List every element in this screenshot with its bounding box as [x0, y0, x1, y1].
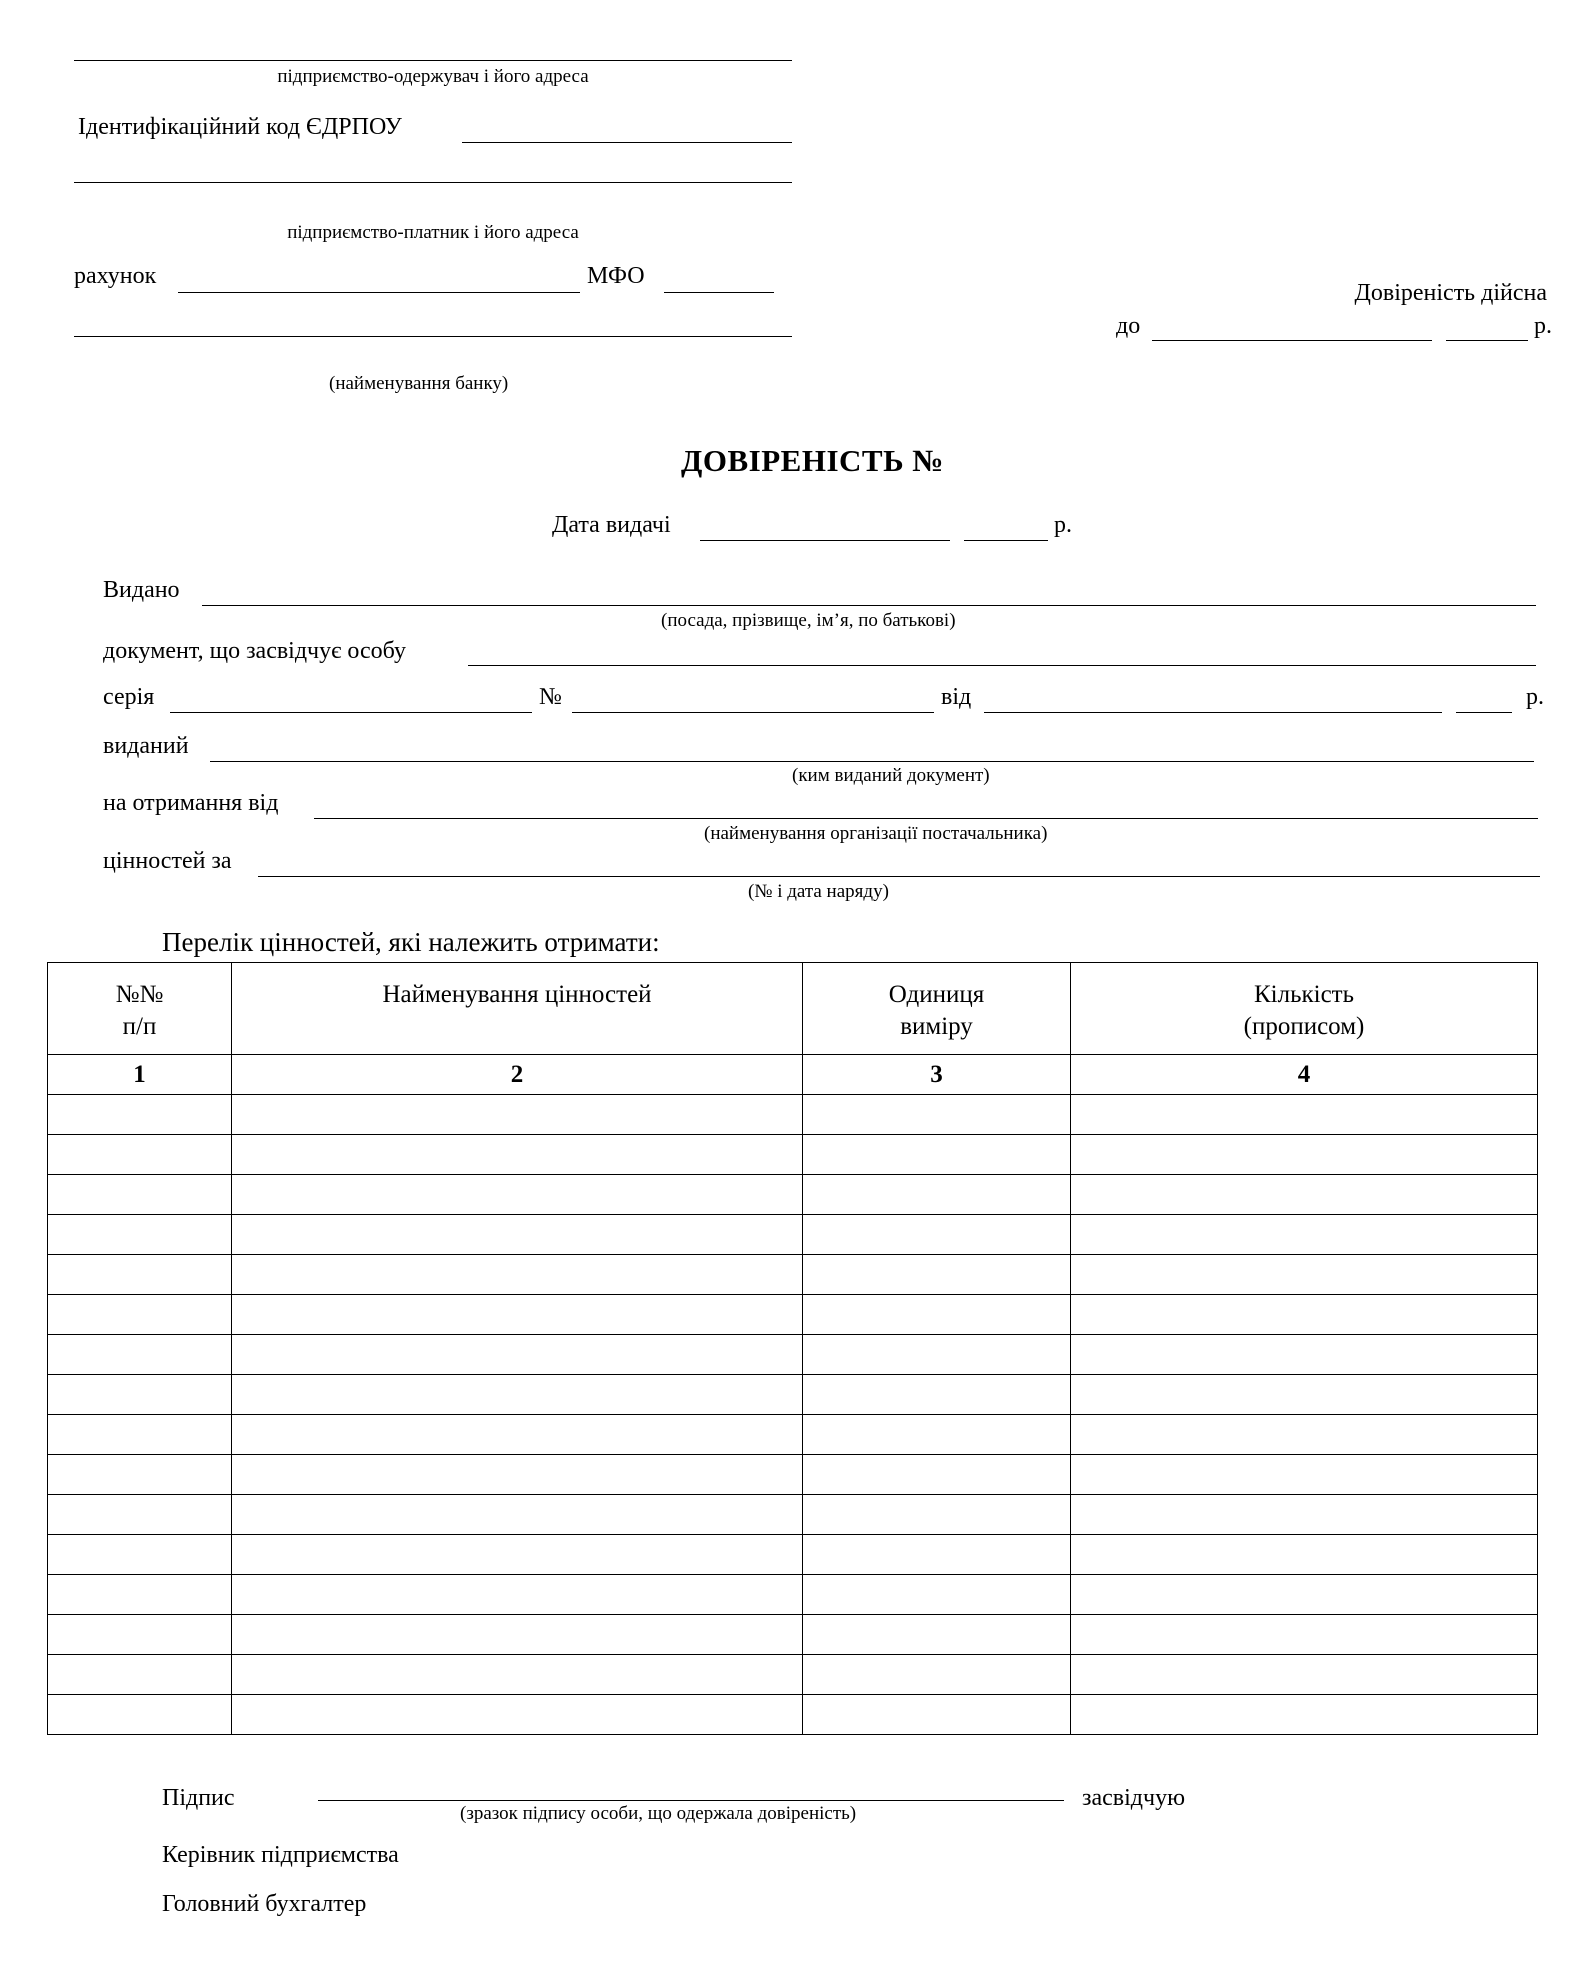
- valid-date-line[interactable]: [1152, 340, 1432, 341]
- table-cell[interactable]: [232, 1415, 803, 1455]
- table-row: [48, 1255, 1538, 1295]
- table-cell[interactable]: [48, 1455, 232, 1495]
- table-cell[interactable]: [803, 1575, 1071, 1615]
- table-cell[interactable]: [1071, 1215, 1538, 1255]
- issue-year-line[interactable]: [964, 540, 1048, 541]
- table-row: [48, 1095, 1538, 1135]
- col-name-header: [232, 963, 803, 1055]
- table-cell[interactable]: [1071, 1455, 1538, 1495]
- col-qty-line2: (прописом): [1243, 1013, 1365, 1040]
- issued-by-line[interactable]: [210, 761, 1534, 762]
- table-row: [48, 1175, 1538, 1215]
- col-name-line1: Найменування цінностей: [382, 981, 652, 1008]
- table-cell[interactable]: [1071, 1295, 1538, 1335]
- document-title: ДОВІРЕНІСТЬ №: [681, 443, 944, 478]
- table-cell[interactable]: [803, 1255, 1071, 1295]
- valid-to-label: до: [1116, 313, 1141, 339]
- table-cell[interactable]: [803, 1535, 1071, 1575]
- table-cell[interactable]: [1071, 1695, 1538, 1735]
- id-document-line[interactable]: [468, 665, 1536, 666]
- from-label: від: [941, 684, 972, 710]
- table-cell[interactable]: [232, 1655, 803, 1695]
- table-heading: Перелік цінностей, які належить отримати:: [162, 927, 660, 957]
- mfo-line[interactable]: [664, 292, 774, 293]
- table-cell[interactable]: [232, 1095, 803, 1135]
- table-cell[interactable]: [803, 1175, 1071, 1215]
- table-body: [48, 1095, 1538, 1735]
- bank-line[interactable]: [74, 336, 792, 337]
- series-line[interactable]: [170, 712, 532, 713]
- account-line[interactable]: [178, 292, 580, 293]
- signature-line[interactable]: [318, 1800, 1064, 1801]
- director-label: Керівник підприємства: [162, 1842, 399, 1868]
- table-cell[interactable]: [1071, 1135, 1538, 1175]
- table-cell[interactable]: [803, 1295, 1071, 1335]
- table-row: [48, 1335, 1538, 1375]
- table-row: [48, 1695, 1538, 1735]
- table-cell[interactable]: [232, 1335, 803, 1375]
- issued-to-line[interactable]: [202, 605, 1536, 606]
- recipient-caption: підприємство-одержувач і його адреса: [277, 66, 589, 87]
- edrpou-label: Ідентифікаційний код ЄДРПОУ: [78, 114, 402, 140]
- table-cell[interactable]: [48, 1615, 232, 1655]
- table-cell[interactable]: [803, 1495, 1071, 1535]
- table-cell[interactable]: [48, 1375, 232, 1415]
- table-row: [48, 1375, 1538, 1415]
- table-cell[interactable]: [803, 1215, 1071, 1255]
- issue-year-suffix: р.: [1054, 512, 1072, 538]
- table-cell[interactable]: [48, 1175, 232, 1215]
- table-cell[interactable]: [48, 1655, 232, 1695]
- number-line[interactable]: [572, 712, 934, 713]
- col-unit-line2: виміру: [900, 1013, 973, 1040]
- table-cell[interactable]: [48, 1415, 232, 1455]
- mfo-label: МФО: [587, 263, 645, 289]
- table-row: [48, 1415, 1538, 1455]
- table-cell[interactable]: [803, 1375, 1071, 1415]
- table-cell[interactable]: [1071, 1375, 1538, 1415]
- account-label: рахунок: [74, 263, 157, 289]
- number-label: №: [539, 684, 562, 710]
- table-cell[interactable]: [1071, 1255, 1538, 1295]
- table-cell[interactable]: [48, 1695, 232, 1735]
- table-cell[interactable]: [1071, 1175, 1538, 1215]
- table-cell[interactable]: [1071, 1655, 1538, 1695]
- table-cell[interactable]: [232, 1295, 803, 1335]
- values-for-label: цінностей за: [103, 848, 232, 874]
- table-cell[interactable]: [1071, 1415, 1538, 1455]
- table-row: [48, 1615, 1538, 1655]
- table-cell[interactable]: [232, 1495, 803, 1535]
- table-row: [48, 1455, 1538, 1495]
- table-cell[interactable]: [48, 1215, 232, 1255]
- table-cell[interactable]: [48, 1295, 232, 1335]
- table-cell[interactable]: [48, 1255, 232, 1295]
- edrpou-line[interactable]: [462, 142, 792, 143]
- table-row: [48, 1575, 1538, 1615]
- certify-label: засвідчую: [1082, 1785, 1185, 1811]
- table-row: [48, 1215, 1538, 1255]
- series-label: серія: [103, 684, 155, 710]
- table-cell[interactable]: [1071, 1615, 1538, 1655]
- col-number-line1: №№: [115, 981, 164, 1008]
- col-qty-header: [1071, 963, 1538, 1055]
- col-qty-index: 4: [1071, 1055, 1538, 1095]
- accountant-label: Головний бухгалтер: [162, 1891, 367, 1917]
- table-row: [48, 1295, 1538, 1335]
- issued-by-caption: (ким виданий документ): [792, 765, 990, 786]
- issued-by-label: виданий: [103, 733, 189, 759]
- table-cell[interactable]: [48, 1095, 232, 1135]
- table-cell[interactable]: [1071, 1095, 1538, 1135]
- table-cell[interactable]: [232, 1455, 803, 1495]
- receive-from-label: на отримання від: [103, 790, 279, 816]
- col-number-header: [48, 963, 232, 1055]
- table-cell[interactable]: [48, 1495, 232, 1535]
- issued-to-label: Видано: [103, 577, 180, 603]
- bank-caption: (найменування банку): [329, 373, 509, 394]
- id-document-label: документ, що засвідчує особу: [103, 638, 406, 664]
- col-number-line2: п/п: [122, 1013, 157, 1040]
- table-cell[interactable]: [1071, 1575, 1538, 1615]
- table-row: [48, 1655, 1538, 1695]
- table-cell[interactable]: [48, 1575, 232, 1615]
- values-for-caption: (№ і дата наряду): [748, 881, 889, 902]
- table-row: [48, 1535, 1538, 1575]
- table-cell[interactable]: [232, 1535, 803, 1575]
- table-cell[interactable]: [803, 1415, 1071, 1455]
- table-cell[interactable]: [48, 1335, 232, 1375]
- valid-label: Довіреність дійсна: [1354, 280, 1547, 306]
- table-cell[interactable]: [803, 1655, 1071, 1695]
- col-name-index: 2: [232, 1055, 803, 1095]
- valid-year-line[interactable]: [1446, 340, 1528, 341]
- table-cell[interactable]: [232, 1615, 803, 1655]
- signature-caption: (зразок підпису особи, що одержала довіреність): [460, 1803, 857, 1824]
- col-unit-index: 3: [803, 1055, 1071, 1095]
- table-cell[interactable]: [232, 1175, 803, 1215]
- table-cell[interactable]: [232, 1575, 803, 1615]
- receive-from-line[interactable]: [314, 818, 1538, 819]
- table-cell[interactable]: [803, 1695, 1071, 1735]
- col-unit-header: [803, 963, 1071, 1055]
- table-cell[interactable]: [1071, 1495, 1538, 1535]
- valid-year-suffix: р.: [1534, 313, 1552, 339]
- recipient-line[interactable]: [74, 60, 792, 61]
- year-suffix: р.: [1526, 684, 1544, 710]
- table-cell[interactable]: [48, 1535, 232, 1575]
- signature-label: Підпис: [162, 1785, 235, 1811]
- table-cell[interactable]: [232, 1135, 803, 1175]
- from-date-line[interactable]: [984, 712, 1442, 713]
- col-number-index: 1: [48, 1055, 232, 1095]
- receive-from-caption: (найменування організації постачальника): [704, 823, 1048, 844]
- table-row: [48, 1135, 1538, 1175]
- table-cell[interactable]: [803, 1095, 1071, 1135]
- table-cell[interactable]: [1071, 1535, 1538, 1575]
- issue-date-label: Дата видачі: [552, 512, 671, 538]
- table-cell[interactable]: [232, 1695, 803, 1735]
- table-cell[interactable]: [232, 1255, 803, 1295]
- table-cell[interactable]: [803, 1615, 1071, 1655]
- table-cell[interactable]: [232, 1215, 803, 1255]
- payer-caption: підприємство-платник і його адреса: [287, 222, 579, 243]
- table-cell[interactable]: [803, 1335, 1071, 1375]
- table-cell[interactable]: [1071, 1335, 1538, 1375]
- issue-date-line[interactable]: [700, 540, 950, 541]
- values-for-line[interactable]: [258, 876, 1540, 877]
- col-qty-line1: Кількість: [1253, 981, 1354, 1008]
- table-cell[interactable]: [803, 1135, 1071, 1175]
- issued-to-caption: (посада, прізвище, ім’я, по батькові): [661, 610, 956, 631]
- table-cell[interactable]: [803, 1455, 1071, 1495]
- table-cell[interactable]: [232, 1375, 803, 1415]
- payer-line[interactable]: [74, 182, 792, 183]
- table-cell[interactable]: [48, 1135, 232, 1175]
- values-table: [47, 962, 1538, 1735]
- col-unit-line1: Одиниця: [888, 981, 985, 1008]
- table-row: [48, 1495, 1538, 1535]
- from-year-line[interactable]: [1456, 712, 1512, 713]
